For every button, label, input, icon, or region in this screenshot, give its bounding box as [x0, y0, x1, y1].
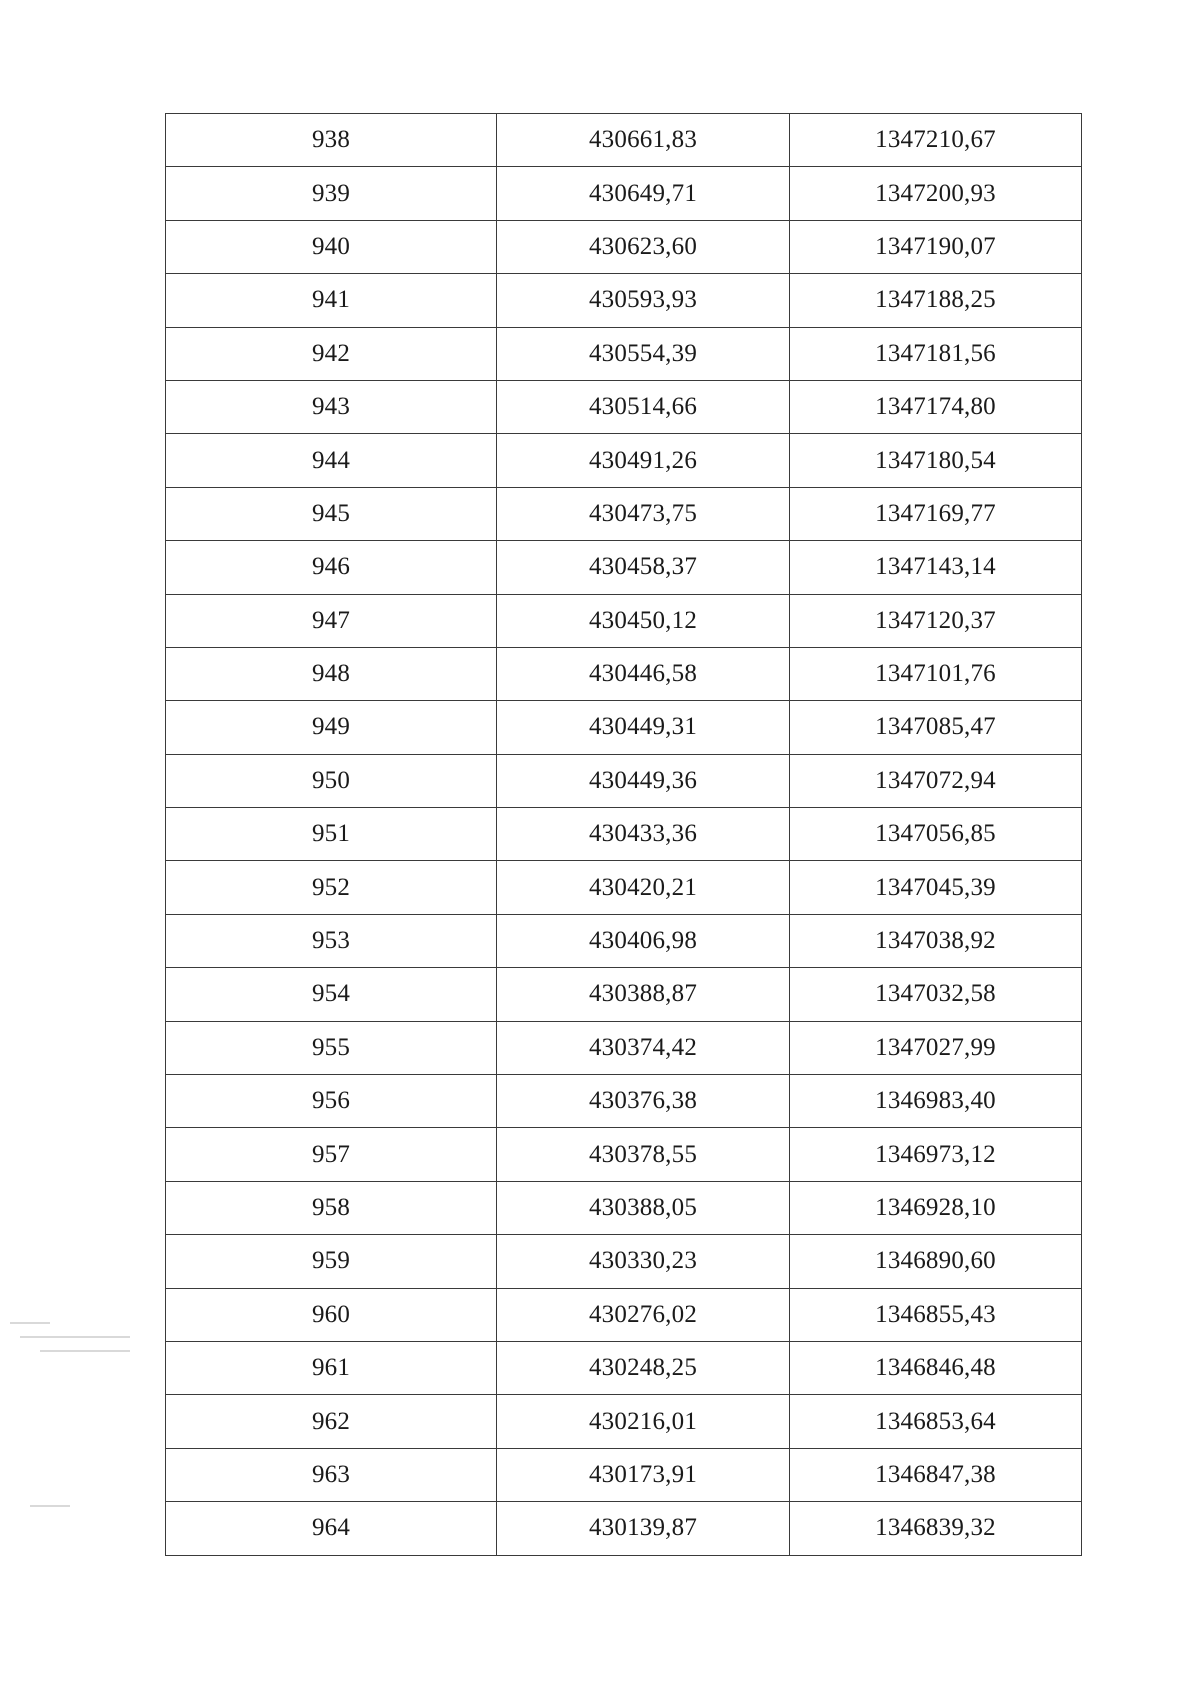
- point-number-cell: 955: [166, 1021, 497, 1074]
- table-row: [166, 1502, 1082, 1555]
- point-number-cell: 952: [166, 861, 497, 914]
- x-coordinate-cell: 430374,42: [497, 1021, 790, 1074]
- y-coordinate-cell: 1347169,77: [790, 487, 1082, 540]
- point-number-cell: 960: [166, 1288, 497, 1341]
- point-number-cell: 940: [166, 220, 497, 273]
- point-number-cell: 963: [166, 1448, 497, 1501]
- table-row: [166, 1128, 1082, 1181]
- point-number-cell: 938: [166, 114, 497, 167]
- point-number-cell: 961: [166, 1341, 497, 1394]
- x-coordinate-cell: 430446,58: [497, 647, 790, 700]
- y-coordinate-cell: 1347190,07: [790, 220, 1082, 273]
- table-row: [166, 220, 1082, 273]
- scan-artifact: [30, 1505, 70, 1507]
- scan-artifact: [40, 1350, 130, 1352]
- x-coordinate-cell: 430449,36: [497, 754, 790, 807]
- point-number-cell: 941: [166, 274, 497, 327]
- x-coordinate-cell: 430554,39: [497, 327, 790, 380]
- table-row: [166, 594, 1082, 647]
- x-coordinate-cell: 430649,71: [497, 167, 790, 220]
- point-number-cell: 956: [166, 1075, 497, 1128]
- x-coordinate-cell: 430376,38: [497, 1075, 790, 1128]
- x-coordinate-cell: 430623,60: [497, 220, 790, 273]
- x-coordinate-cell: 430330,23: [497, 1235, 790, 1288]
- point-number-cell: 945: [166, 487, 497, 540]
- y-coordinate-cell: 1347072,94: [790, 754, 1082, 807]
- x-coordinate-cell: 430450,12: [497, 594, 790, 647]
- table-row: [166, 968, 1082, 1021]
- point-number-cell: 946: [166, 541, 497, 594]
- y-coordinate-cell: 1347101,76: [790, 647, 1082, 700]
- x-coordinate-cell: 430276,02: [497, 1288, 790, 1341]
- point-number-cell: 943: [166, 380, 497, 433]
- y-coordinate-cell: 1347181,56: [790, 327, 1082, 380]
- y-coordinate-cell: 1347188,25: [790, 274, 1082, 327]
- table-row: [166, 1181, 1082, 1234]
- x-coordinate-cell: 430388,05: [497, 1181, 790, 1234]
- x-coordinate-cell: 430433,36: [497, 808, 790, 861]
- y-coordinate-cell: 1347085,47: [790, 701, 1082, 754]
- x-coordinate-cell: 430458,37: [497, 541, 790, 594]
- scan-artifact: [20, 1336, 130, 1338]
- point-number-cell: 958: [166, 1181, 497, 1234]
- point-number-cell: 949: [166, 701, 497, 754]
- table-row: [166, 1448, 1082, 1501]
- point-number-cell: 953: [166, 914, 497, 967]
- y-coordinate-cell: 1346846,48: [790, 1341, 1082, 1394]
- table-row: [166, 701, 1082, 754]
- table-row: [166, 541, 1082, 594]
- x-coordinate-cell: 430173,91: [497, 1448, 790, 1501]
- y-coordinate-cell: 1346973,12: [790, 1128, 1082, 1181]
- x-coordinate-cell: 430491,26: [497, 434, 790, 487]
- point-number-cell: 962: [166, 1395, 497, 1448]
- x-coordinate-cell: 430378,55: [497, 1128, 790, 1181]
- y-coordinate-cell: 1346890,60: [790, 1235, 1082, 1288]
- point-number-cell: 948: [166, 647, 497, 700]
- y-coordinate-cell: 1347045,39: [790, 861, 1082, 914]
- y-coordinate-cell: 1347038,92: [790, 914, 1082, 967]
- table-row: [166, 754, 1082, 807]
- y-coordinate-cell: 1347180,54: [790, 434, 1082, 487]
- x-coordinate-cell: 430216,01: [497, 1395, 790, 1448]
- x-coordinate-cell: 430473,75: [497, 487, 790, 540]
- y-coordinate-cell: 1347210,67: [790, 114, 1082, 167]
- point-number-cell: 957: [166, 1128, 497, 1181]
- point-number-cell: 947: [166, 594, 497, 647]
- table-row: [166, 1075, 1082, 1128]
- x-coordinate-cell: 430661,83: [497, 114, 790, 167]
- coordinates-table-body: [166, 114, 1082, 1556]
- point-number-cell: 944: [166, 434, 497, 487]
- y-coordinate-cell: 1346839,32: [790, 1502, 1082, 1555]
- y-coordinate-cell: 1347174,80: [790, 380, 1082, 433]
- y-coordinate-cell: 1347027,99: [790, 1021, 1082, 1074]
- y-coordinate-cell: 1346928,10: [790, 1181, 1082, 1234]
- point-number-cell: 954: [166, 968, 497, 1021]
- y-coordinate-cell: 1346847,38: [790, 1448, 1082, 1501]
- table-row: [166, 167, 1082, 220]
- table-row: [166, 808, 1082, 861]
- x-coordinate-cell: 430388,87: [497, 968, 790, 1021]
- point-number-cell: 964: [166, 1502, 497, 1555]
- x-coordinate-cell: 430406,98: [497, 914, 790, 967]
- table-row: [166, 1395, 1082, 1448]
- x-coordinate-cell: 430593,93: [497, 274, 790, 327]
- x-coordinate-cell: 430139,87: [497, 1502, 790, 1555]
- y-coordinate-cell: 1347032,58: [790, 968, 1082, 1021]
- y-coordinate-cell: 1346853,64: [790, 1395, 1082, 1448]
- y-coordinate-cell: 1347056,85: [790, 808, 1082, 861]
- y-coordinate-cell: 1346983,40: [790, 1075, 1082, 1128]
- x-coordinate-cell: 430248,25: [497, 1341, 790, 1394]
- point-number-cell: 939: [166, 167, 497, 220]
- table-row: [166, 487, 1082, 540]
- table-row: [166, 1341, 1082, 1394]
- point-number-cell: 959: [166, 1235, 497, 1288]
- coordinates-table: [165, 113, 1082, 1556]
- point-number-cell: 951: [166, 808, 497, 861]
- table-row: [166, 861, 1082, 914]
- table-row: [166, 1288, 1082, 1341]
- scan-artifact: [10, 1322, 50, 1324]
- table-row: [166, 1021, 1082, 1074]
- y-coordinate-cell: 1346855,43: [790, 1288, 1082, 1341]
- point-number-cell: 950: [166, 754, 497, 807]
- x-coordinate-cell: 430514,66: [497, 380, 790, 433]
- table-row: [166, 1235, 1082, 1288]
- y-coordinate-cell: 1347200,93: [790, 167, 1082, 220]
- point-number-cell: 942: [166, 327, 497, 380]
- table-row: [166, 647, 1082, 700]
- y-coordinate-cell: 1347143,14: [790, 541, 1082, 594]
- table-row: [166, 914, 1082, 967]
- table-row: [166, 380, 1082, 433]
- x-coordinate-cell: 430420,21: [497, 861, 790, 914]
- table-row: [166, 327, 1082, 380]
- y-coordinate-cell: 1347120,37: [790, 594, 1082, 647]
- table-row: [166, 434, 1082, 487]
- x-coordinate-cell: 430449,31: [497, 701, 790, 754]
- table-row: [166, 114, 1082, 167]
- table-row: [166, 274, 1082, 327]
